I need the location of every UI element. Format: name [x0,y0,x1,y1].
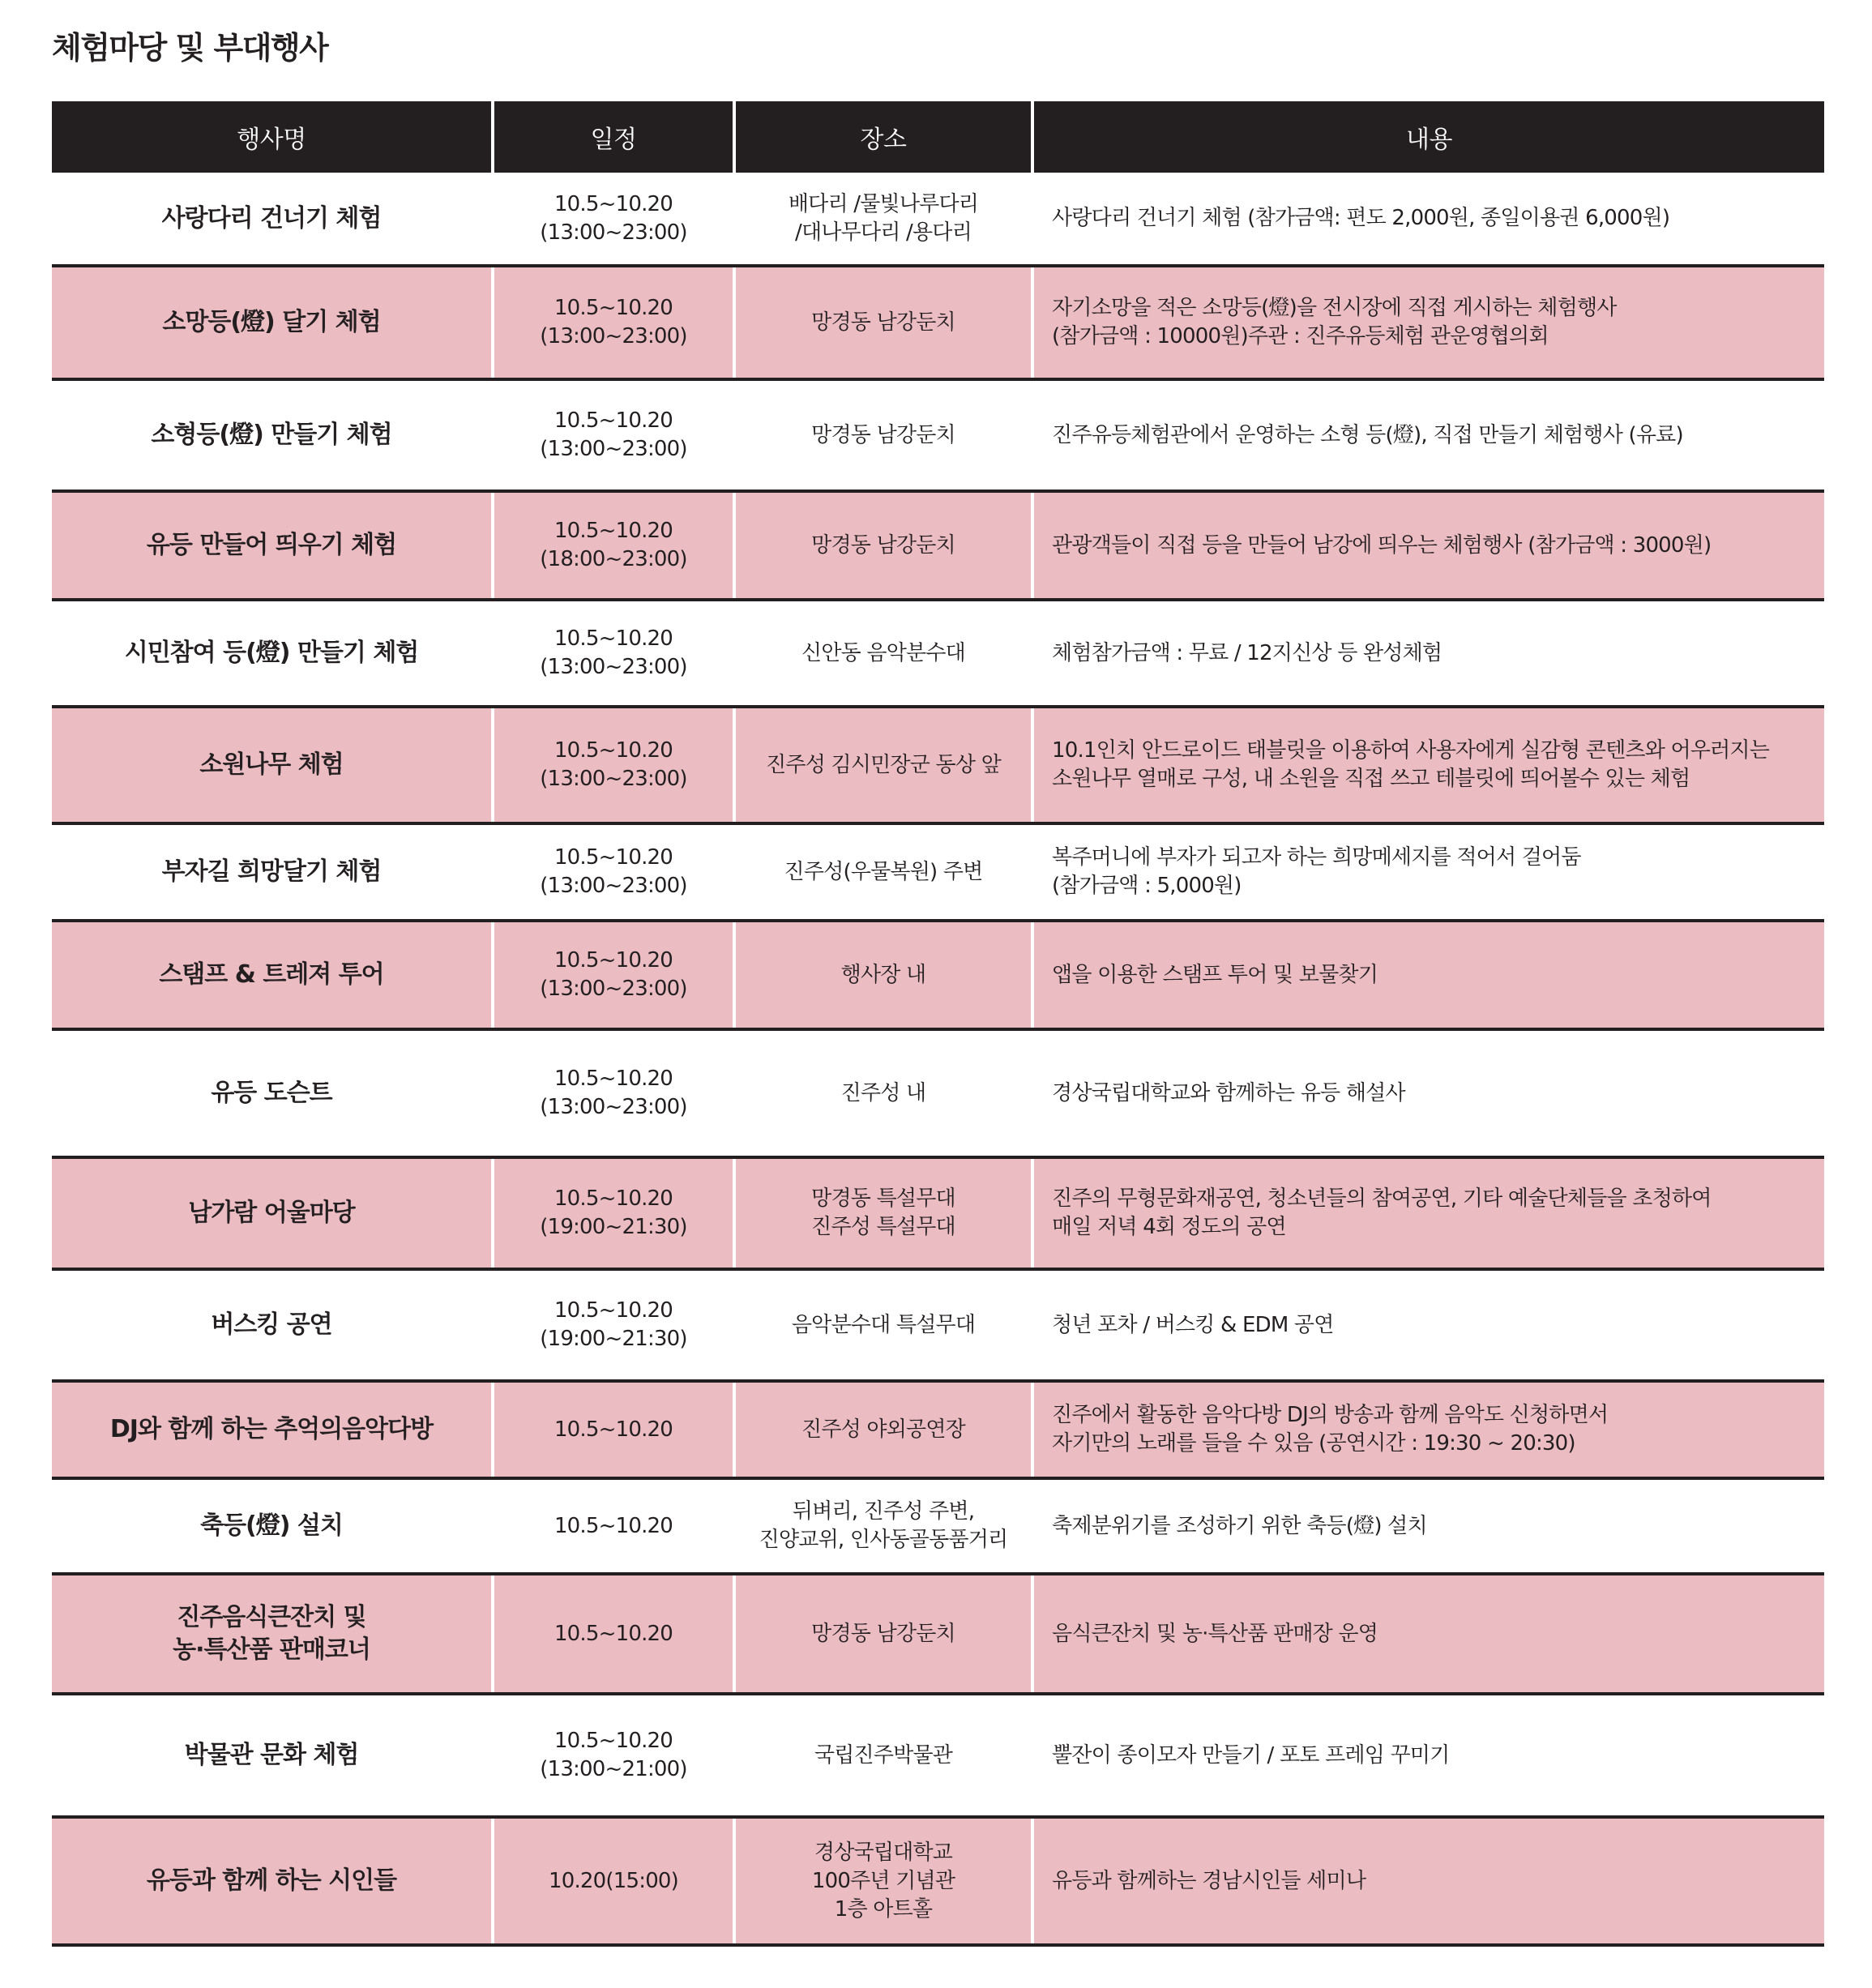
cell-line: 배다리 /물빛나루다리 [788,191,979,216]
table-row [52,1694,1824,1817]
description-cell [1032,1478,1824,1574]
page-title: 체험마당 및 부대행사 [52,30,328,66]
place-cell [734,1269,1032,1381]
event-name-cell [52,1574,493,1694]
schedule-cell [493,1269,734,1381]
schedule-cell [493,600,734,707]
cell-line: 스탬프 & 트레져 투어 [159,960,384,989]
cell-line: 진주의 무형문화재공연, 청소년들의 참여공연, 기타 예술단체들을 초청하여 [1052,1186,1712,1211]
table-header [52,101,1824,173]
cell-line: 10.5~10.20 [553,1417,673,1442]
cell-line: 망경동 특설무대 [811,1186,955,1211]
table-row [52,1817,1824,1945]
description-cell [1032,1157,1824,1269]
schedule-cell [493,379,734,491]
event-name-cell [52,921,493,1029]
schedule-cell [493,1029,734,1157]
cell-line: 뒤벼리, 진주성 주변, [792,1499,975,1524]
event-name-cell [52,707,493,823]
cell-line: 진주음식큰잔치 및 [177,1603,366,1631]
cell-line: (13:00~23:00) [540,655,687,679]
cell-line: 유등 만들어 띄우기 체험 [146,531,397,559]
cell-line: 청년 포차 / 버스킹 & EDM 공연 [1052,1312,1334,1337]
cell-line: 뿔잔이 종이모자 만들기 / 포토 프레임 꾸미기 [1052,1742,1450,1768]
table-row [52,707,1824,823]
description-cell [1032,379,1824,491]
description-cell [1032,921,1824,1029]
cell-line: 경상국립대학교와 함께하는 유등 해설사 [1052,1080,1405,1105]
cell-line: 망경동 남강둔치 [811,310,955,335]
place-cell [734,707,1032,823]
cell-line: 체험참가금액 : 무료 / 12지신상 등 완성체험 [1052,640,1442,665]
table-row [52,600,1824,707]
place-cell [734,1478,1032,1574]
cell-line: (18:00~23:00) [540,547,687,571]
cell-line: 10.5~10.20 [553,845,673,870]
header-description: 내용 [1032,101,1824,173]
cell-line: 10.1인치 안드로이드 태블릿을 이용하여 사용자에게 실감형 콘텐츠와 어우러지는 [1052,738,1770,763]
description-cell [1032,173,1824,266]
event-name-cell [52,266,493,379]
cell-line: 진주성 특설무대 [811,1215,955,1239]
events-table [52,101,1824,1947]
cell-line: 진주성 김시민장군 동상 앞 [766,752,1001,777]
event-name-cell [52,1029,493,1157]
cell-line: (13:00~23:00) [540,437,687,461]
cell-line: 시민참여 등(燈) 만들기 체험 [124,639,419,667]
cell-line: 행사장 내 [840,962,926,987]
cell-line: 국립진주박물관 [814,1742,953,1768]
table-row [52,379,1824,491]
description-cell [1032,707,1824,823]
place-cell [734,1574,1032,1694]
cell-line: 버스킹 공연 [211,1310,332,1339]
table-row [52,491,1824,600]
schedule-cell [493,173,734,266]
cell-line: 망경동 남강둔치 [811,532,955,558]
event-name-cell [52,379,493,491]
place-cell [734,491,1032,600]
place-cell [734,1157,1032,1269]
cell-line: (참가금액 : 10000원)주관 : 진주유등체험 관운영협의회 [1052,324,1549,348]
cell-line: 100주년 기념관 [811,1868,955,1893]
cell-line: 진주에서 활동한 음악다방 DJ의 방송과 함께 음악도 신청하면서 [1052,1403,1609,1427]
table-row [52,173,1824,266]
cell-line: /대나무다리 /용다리 [795,220,972,245]
schedule-cell [493,921,734,1029]
cell-line: (13:00~23:00) [540,767,687,791]
cell-line: 신안동 음악분수대 [801,640,965,665]
cell-line: 진주성 야외공연장 [801,1417,965,1442]
table-row [52,1269,1824,1381]
cell-line: 관광객들이 직접 등을 만들어 남강에 띄우는 체험행사 (참가금액 : 3000원) [1052,532,1712,558]
schedule-cell [493,707,734,823]
cell-line: 음악분수대 특설무대 [791,1312,976,1337]
event-name-cell [52,1694,493,1817]
cell-line: 박물관 문화 체험 [184,1741,359,1769]
cell-line: 경상국립대학교 [814,1840,953,1865]
cell-line: 진주성(우물복원) 주변 [784,859,983,884]
event-name-cell [52,1381,493,1478]
place-cell [734,1694,1032,1817]
schedule-cell [493,1817,734,1945]
cell-line: 매일 저녁 4회 정도의 공연 [1052,1215,1286,1239]
cell-line: 망경동 남강둔치 [811,1621,955,1646]
cell-line: (13:00~23:00) [540,324,687,348]
cell-line: 망경동 남강둔치 [811,422,955,447]
cell-line: 10.5~10.20 [553,519,673,543]
cell-line: 10.5~10.20 [553,948,673,973]
event-name-cell [52,823,493,921]
schedule-cell [493,1574,734,1694]
table-row [52,1157,1824,1269]
description-cell [1032,1029,1824,1157]
description-cell [1032,1269,1824,1381]
cell-line: 1층 아트홀 [834,1896,933,1922]
cell-line: (참가금액 : 5,000원) [1052,874,1242,898]
header-place: 장소 [734,101,1032,173]
header-event-name: 행사명 [52,101,493,173]
description-cell [1032,823,1824,921]
event-name-cell [52,1157,493,1269]
table-row [52,1029,1824,1157]
cell-line: 10.5~10.20 [553,408,673,433]
cell-line: 사랑다리 건너기 체험 (참가금액: 편도 2,000원, 종일이용권 6,000원) [1052,206,1670,230]
cell-line: 10.5~10.20 [553,1729,673,1753]
cell-line: 축등(燈) 설치 [200,1511,343,1540]
cell-line: 소망등(燈) 달기 체험 [162,308,381,336]
cell-line: 진주성 내 [840,1080,926,1105]
header-row [52,101,1824,173]
cell-line: DJ와 함께 하는 추억의음악다방 [109,1415,434,1443]
schedule-cell [493,266,734,379]
cell-line: 사랑다리 건너기 체험 [161,203,382,233]
schedule-cell [493,823,734,921]
cell-line: 유등 도슨트 [211,1079,332,1107]
cell-line: 10.5~10.20 [553,1186,673,1211]
cell-line: 소원나무 체험 [199,750,344,779]
place-cell [734,379,1032,491]
cell-line: 음식큰잔치 및 농·특산품 판매장 운영 [1052,1621,1378,1646]
cell-line: 10.5~10.20 [553,738,673,763]
cell-line: (19:00~21:30) [540,1327,687,1351]
schedule-cell [493,1381,734,1478]
description-cell [1032,1381,1824,1478]
cell-line: 유등과 함께하는 경남시인들 세미나 [1052,1868,1366,1893]
schedule-cell [493,1157,734,1269]
cell-line: 자기소망을 적은 소망등(燈)을 전시장에 직접 게시하는 체험행사 [1052,296,1617,320]
cell-line: 복주머니에 부자가 되고자 하는 희망메세지를 적어서 걸어둠 [1052,845,1581,870]
cell-line: 부자길 희망달기 체험 [161,857,382,886]
cell-line: 10.5~10.20 [553,626,673,651]
cell-line: 10.5~10.20 [553,1621,673,1646]
cell-line: 진주유등체험관에서 운영하는 소형 등(燈), 직접 만들기 체험행사 (유료) [1052,422,1683,447]
cell-line: 축제분위기를 조성하기 위한 축등(燈) 설치 [1052,1513,1427,1538]
table-row [52,266,1824,379]
schedule-cell [493,1478,734,1574]
cell-line: 앱을 이용한 스탬프 투어 및 보물찾기 [1052,962,1378,987]
cell-line: 진양교위, 인사동골동품거리 [759,1528,1008,1552]
table-row [52,1381,1824,1478]
place-cell [734,1029,1032,1157]
table-row [52,1574,1824,1694]
schedule-cell [493,1694,734,1817]
place-cell [734,1381,1032,1478]
table-row [52,921,1824,1029]
cell-line: 농·특산품 판매코너 [173,1635,370,1664]
cell-line: 소원나무 열매로 구성, 내 소원을 직접 쓰고 테블릿에 띄어볼수 있는 체험 [1052,767,1690,791]
cell-line: (19:00~21:30) [540,1215,687,1239]
description-cell [1032,266,1824,379]
cell-line: (13:00~23:00) [540,874,687,898]
cell-line: (13:00~23:00) [540,1095,687,1119]
cell-line: 10.5~10.20 [553,1513,673,1538]
table-row [52,823,1824,921]
cell-line: (13:00~21:00) [540,1757,687,1781]
table-row [52,1478,1824,1574]
event-name-cell [52,491,493,600]
cell-line: 10.20(15:00) [548,1868,679,1893]
event-name-cell [52,1478,493,1574]
event-name-cell [52,173,493,266]
cell-line: 10.5~10.20 [553,191,673,216]
place-cell [734,173,1032,266]
table-body [52,173,1824,1945]
place-cell [734,921,1032,1029]
cell-line: 소형등(燈) 만들기 체험 [151,421,392,449]
place-cell [734,600,1032,707]
description-cell [1032,600,1824,707]
cell-line: 10.5~10.20 [553,296,673,320]
schedule-cell [493,491,734,600]
cell-line: (13:00~23:00) [540,220,687,245]
description-cell [1032,1817,1824,1945]
event-name-cell [52,1269,493,1381]
place-cell [734,1817,1032,1945]
place-cell [734,266,1032,379]
cell-line: 10.5~10.20 [553,1067,673,1091]
cell-line: (13:00~23:00) [540,977,687,1001]
description-cell [1032,491,1824,600]
cell-line: 자기만의 노래를 들을 수 있음 (공연시간 : 19:30 ~ 20:30) [1052,1431,1575,1456]
header-schedule: 일정 [493,101,734,173]
event-name-cell [52,600,493,707]
cell-line: 유등과 함께 하는 시인들 [146,1866,397,1895]
cell-line: 10.5~10.20 [553,1298,673,1323]
place-cell [734,823,1032,921]
description-cell [1032,1574,1824,1694]
event-name-cell [52,1817,493,1945]
description-cell [1032,1694,1824,1817]
cell-line: 남가람 어울마당 [188,1199,355,1227]
